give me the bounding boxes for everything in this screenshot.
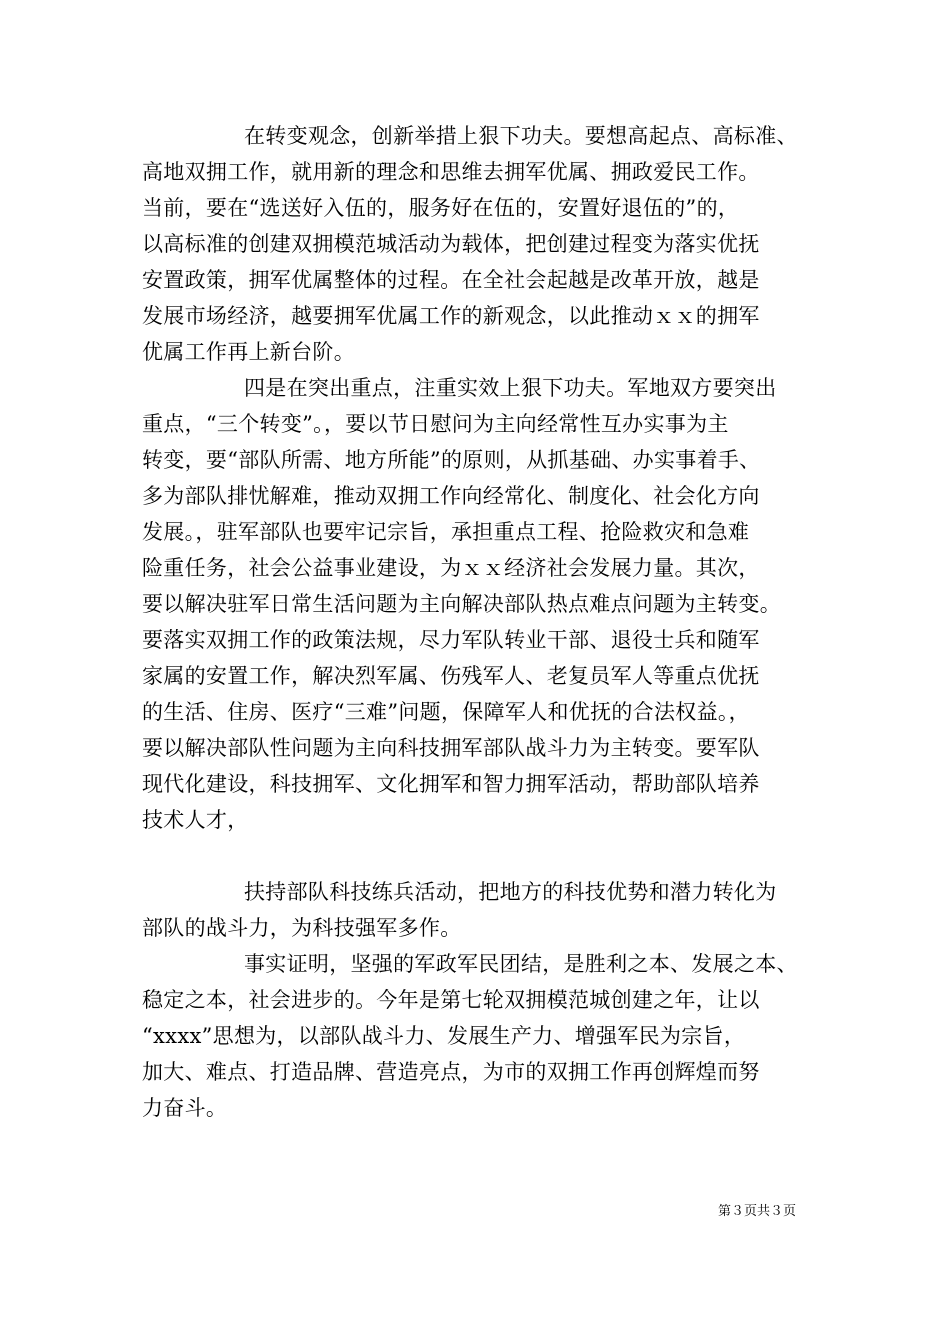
text-line: 重点，“三个转变”。，要以节日慰问为主向经常性互办实事为主 <box>142 412 729 436</box>
text-line: 发展。，驻军部队也要牢记宗旨，承担重点工程、抢险救灾和急难 <box>142 520 750 544</box>
paragraph-3 <box>142 874 832 946</box>
text-line: 部队的战斗力，为科技强军多作。 <box>142 916 462 940</box>
text-line: 要以解决部队性问题为主向科技拥军部队战斗力为主转变。要军队 <box>142 736 760 760</box>
paragraph-2 <box>142 370 832 874</box>
text-line: 当前，要在“选送好入伍的，服务好在伍的，安置好退伍的”的， <box>142 196 740 220</box>
text-line <box>142 838 832 874</box>
text-line: 扶持部队科技练兵活动，把地方的科技优势和潜力转化为 <box>244 880 777 904</box>
text-line: “xxxx”思想为，以部队战斗力、发展生产力、增强军民为宗旨， <box>142 1024 746 1048</box>
text-line: 家属的安置工作，解决烈军属、伤残军人、老复员军人等重点优抚 <box>142 664 760 688</box>
text-line: 要落实双拥工作的政策法规，尽力军队转业干部、退役士兵和随军 <box>142 628 760 652</box>
text-line: 力奋斗。 <box>142 1096 228 1120</box>
text-line: 以高标准的创建双拥模范城活动为载体，把创建过程变为落实优抚 <box>142 232 760 256</box>
text-line: 加大、难点、打造品牌、营造亮点，为市的双拥工作再创辉煌而努 <box>142 1060 760 1084</box>
text-line: 发展市场经济，越要拥军优属工作的新观念，以此推动ｘｘ的拥军 <box>142 304 760 328</box>
document-body <box>142 118 832 1126</box>
text-line: 技术人才， <box>142 808 249 832</box>
text-line: 稳定之本，社会进步的。今年是第七轮双拥模范城创建之年，让以 <box>142 988 760 1012</box>
text-line: 优属工作再上新台阶。 <box>142 340 355 364</box>
text-line: 在转变观念，创新举措上狠下功夫。要想高起点、高标准、 <box>244 124 798 148</box>
text-line: 多为部队排忧解难，推动双拥工作向经常化、制度化、社会化方向 <box>142 484 760 508</box>
text-line: 转变，要“部队所需、地方所能”的原则，从抓基础、办实事着手、 <box>142 448 761 472</box>
text-line: 的生活、住房、医疗“三难”问题，保障军人和优抚的合法权益。， <box>142 700 750 724</box>
text-line: 高地双拥工作，就用新的理念和思维去拥军优属、拥政爱民工作。 <box>142 160 760 184</box>
text-line: 安置政策，拥军优属整体的过程。在全社会起越是改革开放，越是 <box>142 268 760 292</box>
page-number: 第３页共３页 <box>718 1204 797 1219</box>
text-line: 险重任务，社会公益事业建设，为ｘｘ经济社会发展力量。其次， <box>142 556 760 580</box>
text-line: 现代化建设，科技拥军、文化拥军和智力拥军活动，帮助部队培养 <box>142 772 760 796</box>
text-line: 事实证明，坚强的军政军民团结，是胜利之本、发展之本、 <box>244 952 798 976</box>
text-line: 要以解决驻军日常生活问题为主向解决部队热点难点问题为主转变。 <box>142 592 781 616</box>
text-line: 四是在突出重点，注重实效上狠下功夫。军地双方要突出 <box>244 376 777 400</box>
paragraph-1 <box>142 118 832 370</box>
paragraph-4 <box>142 946 832 1126</box>
